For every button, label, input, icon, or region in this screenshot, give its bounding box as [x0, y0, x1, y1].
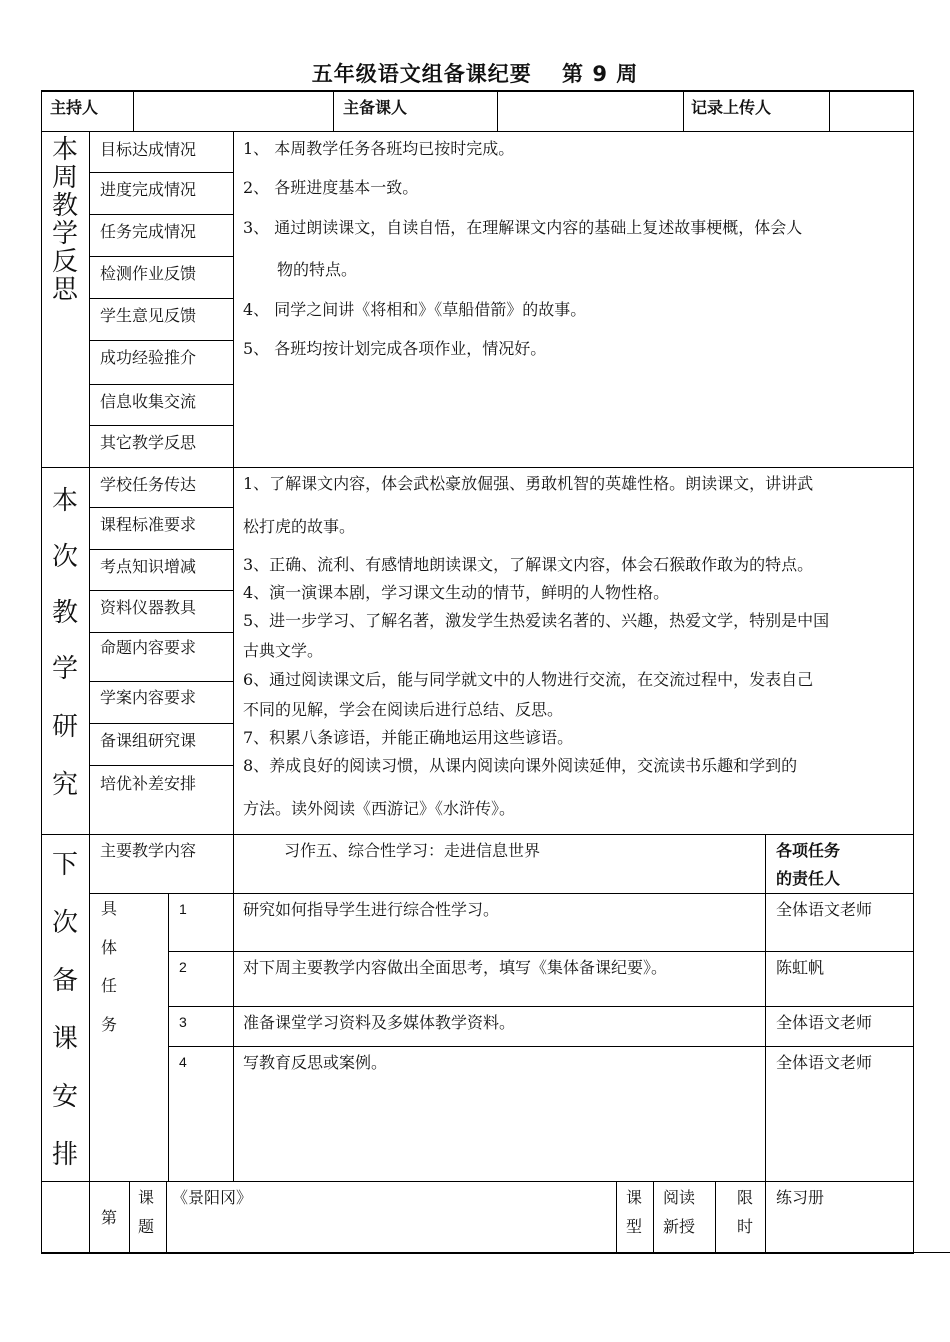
next-label-char: 课: [51, 1024, 78, 1054]
research-content-line: 松打虎的故事。: [243, 517, 356, 536]
task-number: 3: [179, 1014, 187, 1030]
reflection-item: 进度完成情况: [100, 180, 197, 199]
research-label-char: 教: [51, 598, 78, 628]
research-item: 考点知识增减: [100, 557, 197, 576]
topic-value: 《景阳冈》: [172, 1188, 253, 1207]
task-owner: 全体语文老师: [776, 1013, 873, 1032]
main-content-value: 习作五、综合性学习：走进信息世界: [284, 841, 541, 860]
time-label-char: 限: [737, 1188, 754, 1207]
reflection-label-char: 学: [51, 219, 78, 249]
research-content-line: 不同的见解，学会在阅读后进行总结、反思。: [243, 700, 564, 719]
research-label-char: 研: [51, 712, 78, 742]
task-number: 4: [179, 1054, 187, 1070]
next-label-char: 安: [51, 1082, 78, 1112]
reflection-item: 任务完成情况: [100, 222, 197, 241]
type-value-line: 阅读: [663, 1188, 696, 1207]
time-label-char: 时: [737, 1217, 754, 1236]
reflection-item: 成功经验推介: [100, 348, 197, 367]
reflection-item: 学生意见反馈: [100, 306, 197, 325]
reflection-label-char: 本: [51, 135, 78, 165]
reflection-item: 其它教学反思: [100, 433, 197, 452]
type-label-char: 课: [626, 1188, 643, 1207]
responsible-label-line: 各项任务: [776, 841, 841, 860]
reflection-content-line: 2、 各班进度基本一致。: [243, 178, 419, 197]
task-number: 2: [179, 959, 187, 975]
next-label-char: 备: [51, 966, 78, 996]
task-owner: 全体语文老师: [776, 900, 873, 919]
type-label-char: 型: [626, 1217, 643, 1236]
research-content-line: 6、通过阅读课文后，能与同学就文中的人物进行交流，在交流过程中，发表自己: [243, 670, 814, 689]
reflection-label-char: 周: [51, 163, 78, 193]
task-owner: 全体语文老师: [776, 1053, 873, 1072]
research-content-line: 古典文学。: [243, 641, 324, 660]
research-content-line: 4、演一演课本剧，学习课文生动的情节，鲜明的人物性格。: [243, 583, 670, 602]
lead-teacher-label: 主备课人: [343, 98, 408, 117]
task-number: 1: [179, 901, 187, 917]
tasks-label-char: 务: [101, 1015, 118, 1034]
topic-label-char: 题: [138, 1217, 155, 1236]
tasks-label-char: 具: [101, 899, 118, 918]
reflection-content-line: 物的特点。: [277, 260, 358, 279]
research-content-line: 3、正确、流利、有感情地朗读课文，了解课文内容，体会石猴敢作敢为的特点。: [243, 555, 814, 574]
research-content-line: 7、积累八条谚语，并能正确地运用这些谚语。: [243, 728, 574, 747]
research-item: 备课组研究课: [100, 731, 197, 750]
main-content-label: 主要教学内容: [100, 841, 197, 860]
research-item: 学案内容要求: [100, 688, 197, 707]
type-value-line: 新授: [663, 1217, 696, 1236]
research-label-char: 究: [51, 770, 78, 800]
page-title: 五年级语文组备课纪要 第 9 周: [311, 62, 639, 86]
research-content-line: 1、了解课文内容，体会武松豪放倔强、勇敢机智的英雄性格。朗读课文，讲讲武: [243, 474, 814, 493]
research-item: 命题内容要求: [100, 638, 197, 657]
task-text: 准备课堂学习资料及多媒体教学资料。: [243, 1013, 516, 1032]
host-label: 主持人: [50, 98, 99, 117]
research-item: 培优补差安排: [100, 774, 197, 793]
research-item: 学校任务传达: [100, 475, 197, 494]
task-text: 研究如何指导学生进行综合性学习。: [243, 900, 500, 919]
reflection-label-char: 教: [51, 191, 78, 221]
reflection-item: 信息收集交流: [100, 392, 197, 411]
research-item: 资料仪器教具: [100, 598, 197, 617]
research-content-line: 8、养成良好的阅读习惯，从课内阅读向课外阅读延伸，交流读书乐趣和学到的: [243, 756, 798, 775]
research-content-line: 方法。读外阅读《西游记》《水浒传》。: [243, 799, 516, 818]
reflection-label-char: 思: [51, 275, 78, 305]
time-value: 练习册: [776, 1188, 825, 1207]
topic-label-char: 课: [138, 1188, 155, 1207]
task-text: 对下周主要教学内容做出全面思考，填写《集体备课纪要》。: [243, 958, 668, 977]
research-label-char: 学: [51, 654, 78, 684]
task-text: 写教育反思或案例。: [243, 1053, 388, 1072]
reflection-content-line: 4、 同学之间讲《将相和》《草船借箭》的故事。: [243, 300, 587, 319]
recorder-label: 记录上传人: [691, 98, 772, 117]
research-item: 课程标准要求: [100, 515, 197, 534]
next-label-char: 下: [51, 850, 78, 880]
task-owner: 陈虹帆: [776, 958, 825, 977]
research-content-line: 5、进一步学习、了解名著，激发学生热爱读名著的、兴趣，热爱文学，特别是中国: [243, 611, 830, 630]
reflection-content-line: 5、 各班均按计划完成各项作业，情况好。: [243, 339, 547, 358]
tasks-label-char: 任: [101, 976, 118, 995]
reflection-content-line: 1、 本周教学任务各班均已按时完成。: [243, 139, 515, 158]
reflection-label-char: 反: [51, 247, 78, 277]
next-label-char: 次: [51, 908, 78, 938]
research-label-char: 本: [51, 486, 78, 516]
reflection-content-line: 3、 通过朗读课文，自读自悟，在理解课文内容的基础上复述故事梗概，体会人: [243, 218, 803, 237]
reflection-item: 目标达成情况: [100, 140, 197, 159]
next-label-char: 排: [51, 1140, 78, 1170]
responsible-label-line: 的责任人: [776, 869, 841, 888]
tasks-label-char: 体: [101, 938, 118, 957]
research-label-char: 次: [51, 542, 78, 572]
lesson-ordinal: 第: [101, 1208, 118, 1227]
reflection-item: 检测作业反馈: [100, 264, 197, 283]
